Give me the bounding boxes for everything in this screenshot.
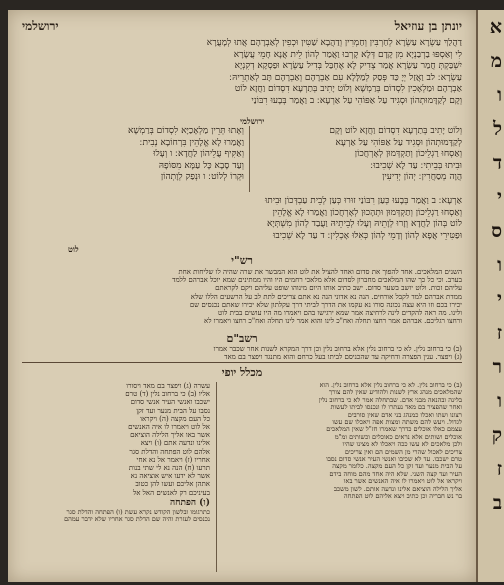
text-line: אל לוט ויאמרו לו איה האנשים bbox=[128, 423, 210, 432]
facing-page-glyph: ו bbox=[497, 390, 502, 412]
text-line: וְאַקִּיף עֲלֵיהוֹן לַחֲדָא ׃ ו וְעָלוּ bbox=[153, 149, 244, 160]
facing-page-glyph: ז bbox=[496, 458, 502, 480]
text-line: אַבְרָהָם וּמַלְאָכִין לִסְדוֹם בְּרַמְשָׁא וְלוֹט יָתִיב בְּתַרְעָא דִסְדוֹם וַחֲזָא לוֹט bbox=[234, 84, 462, 95]
text-line: אַרְעָא ׃ ב וַאֲמַר בְּבָעוּ כְּעַן רִבּוֹנַי זוּרוּ כְּעַן לְבֵית עַבְדְּכוֹן וּבִיתוּ bbox=[264, 196, 462, 206]
text-line: אחריו (ז) ויאמר אל נא אחי bbox=[136, 455, 210, 464]
rashbam-commentary bbox=[22, 345, 462, 361]
text-line: (ב) כי ברחוב נלין. לא כי ברחוב נלין אלא ברחוב נלין וכן דרך המקרא לשנות אחר שכבר אמרו bbox=[213, 345, 462, 353]
facing-page-glyph: ק bbox=[491, 424, 502, 446]
text-line: נסבו על הבית מנער ועד זקן bbox=[136, 406, 210, 415]
rashi-commentary bbox=[22, 268, 462, 325]
text-line: שהמלאכים מנהג ארץ לשנות ולהודיע שאין להם צורך bbox=[328, 389, 462, 397]
facing-page-glyph: א bbox=[489, 16, 502, 38]
text-line: עשרה (ג) ויפצר בם מאד ויסורו bbox=[126, 382, 210, 390]
text-line: בערב. וכי כל כך שהו המלאכים מחברון לסדום אלא מלאכי רחמים היו והיו ממתינים שמא יוכל אברהם ללמד bbox=[172, 276, 462, 285]
text-line: כל העם מקצה (ה) ויקראו bbox=[140, 414, 210, 423]
text-line: ממדת אברהם למד לקבל אורחים. הנה נא אדוני הנה נא אתם צריכים לתת לב על הרשעים הללו שלא bbox=[190, 292, 462, 301]
text-line: (ב) כי ברחוב נלין. לא כי ברחוב נלין אלא ברחוב נלין. הוא bbox=[319, 382, 462, 389]
text-line: אתהן אליכם ועשו להן כטוב bbox=[135, 480, 210, 489]
facing-page-glyph: ד bbox=[492, 152, 502, 174]
text-line: יִשְׁבַּקְתְּ חֲמַר עַשְׂרָא אֲמַר צְדִיק לָא אֶחְבַּל בְּדִיל עַשְׂרָא וּפַסְקָא דְקִנְיָא bbox=[234, 61, 462, 72]
text-line: עצמם כאלו אוכלים כדרך שאמרו חז"ל שאין המלאכים bbox=[326, 426, 462, 434]
text-line: תרעו (ח) הנה נא לי שתי בנות bbox=[128, 464, 210, 473]
text-line: וְאָתוּ תְּרֵין מַלְאָכַיָּא לִסְדוֹם בְּרַמְשָׁא bbox=[127, 126, 244, 136]
lot-label: לוט bbox=[68, 244, 79, 254]
facing-page-glyph: י bbox=[497, 288, 502, 310]
rashi-heading: רש"י bbox=[231, 254, 253, 267]
page-header bbox=[22, 16, 462, 36]
column-divider bbox=[216, 382, 217, 572]
text-line: בלינה ובהנאה מבני אדם. שבתחלה אמר לא כי ברחוב נלין bbox=[318, 396, 462, 404]
text-line: ולינו. מה ראה להקדים לינה לרחיצה אמר שמא ירגישו בהם ויאמרו מה היו עושים בבית לוט bbox=[218, 309, 462, 318]
text-line: צריכים לאכול שהרי מן השמים הם ואין צריכים bbox=[344, 448, 462, 456]
text-line: העיר ועד קצה השני. שלא היה אחד מהם מוחה בידם bbox=[329, 470, 462, 478]
text-line: וְאַסְחוּ רַגְלֵיכוֹן וְתַקְדְּמוּן וּתְהָכוּן לְאָרְחֲכוֹן וַאֲמַרוּ לָא אֱלָהֵין bbox=[272, 207, 462, 218]
text-line: אלינו ונדעה אתם (ו) ויצא bbox=[140, 439, 210, 448]
book-page bbox=[8, 10, 476, 582]
text-line: ורחצו רגליכם. אברהם אמר רחצו תחלה ואח"כ לינו והוא אמר לינו תחלה ואח"כ רחצו ויאמרו לא bbox=[204, 317, 462, 326]
text-line: ישכבו ואנשי העיר אנשי סדום bbox=[130, 398, 210, 407]
text-line: בעיניכם רק לאנשים האל אל bbox=[132, 488, 210, 497]
text-line: לוֹט בְּהוֹן לַחֲדָא וְזָרוּ לְוָתֵיהּ וְעָלוּ לְבֵיתֵיהּ וַעֲבַד לְהוֹן מִשְׁתְּיָא bbox=[267, 219, 462, 230]
text-line: וּפַטִּירֵי אֲפָא לְהוֹן וְדָמֵי לְהוֹן כְּאִלּוּ אָכְלִין ׃ ד עַד לָא שְׁכִיבוּ bbox=[273, 230, 462, 241]
yerushalmi-label: ירושלמי bbox=[240, 116, 265, 126]
text-line: לגדול. ויעש להם משתה ומצות אפה ויאכלו שם עשו bbox=[332, 419, 462, 427]
mikhlal-yofi-heading: מכלל יופי bbox=[221, 366, 263, 379]
text-line: על הבית מנער ועד זקן כל העם מקצה. כלומר מקצה bbox=[332, 463, 462, 471]
text-line: עַשְׂרָא ׃ לב וַאֲזַל יְיָ כַּד פְּסַק לְמַלָּלָא עִם אַבְרָהָם וְאַבְרָהָם תָּב לְאַתְרֵיהּ ׃ bbox=[229, 72, 462, 83]
column-divider bbox=[249, 126, 250, 192]
text-line: אוכלים ושותים אלא נראים כאוכלים וכשותים ומ"מ bbox=[334, 433, 462, 441]
rashbam-heading: רשב"ם bbox=[226, 332, 258, 345]
text-line: ויקראו אל לוט ויאמרו לו איה האנשים אשר באו bbox=[343, 478, 462, 486]
column-right bbox=[240, 126, 462, 184]
facing-page-glyph: ס bbox=[491, 220, 502, 242]
text-line: אשר לא ידעו איש אוציאה נא bbox=[130, 472, 210, 481]
targum-continued bbox=[22, 196, 462, 242]
text-line: וְעַד סָבָא כָּל עַמָּא מִסּוֹפָהּ bbox=[158, 160, 244, 171]
lower-column-left bbox=[22, 382, 210, 524]
header-title-left: ירושלמי bbox=[22, 18, 59, 33]
text-line: (ג) ויפצר. ענין הפצרה ודחיקה עד שהכניסם לביתו בעל כרחם והוא מתנגד ויפצר בם מאד bbox=[224, 353, 462, 362]
text-line: לִי וְאַסְפּוּ בַרְבַנְיָא מִן קָדָם דְּלָא קָרְבוּ וַאֲמַר לְהוֹן לֵית אֲנָא חָמֵי עֲשָׂרָא bbox=[233, 49, 462, 60]
targum-block bbox=[22, 38, 462, 108]
text-line: השנים המלאכים. אחד להפוך את סדום ואחד להציל את לוט הוא המבשר את שרה שהיה לו שליחות אחת bbox=[178, 268, 462, 276]
lower-commentary bbox=[22, 382, 462, 572]
text-line: לְקַדָּמוּתְהוֹן וּסְגִיד עַל אַפּוֹהִי עַל אַרְעָא bbox=[335, 137, 462, 148]
text-line: ולכן מלאכים לא עשו ככה ויאכלו לא מצינו שהיו bbox=[342, 441, 462, 449]
text-line: בר נש חבריה וכן כתיב ויצא אליהם לוט הפתחה bbox=[343, 493, 462, 501]
facing-page-glyph: ב bbox=[492, 492, 502, 514]
text-line: וּבִיתוּ בְּבֵיתִי ׃ עַד לָא שְׁכִיבוּ ׃ bbox=[370, 160, 462, 171]
text-line: וַאֲמַרוּ לָא אֱלָהֵין בִּרְחוֹבָא נְבִית ׃ bbox=[139, 137, 244, 148]
header-title-right: יונתן בן עוזיאל bbox=[394, 18, 462, 33]
text-line: וְלוֹט יָתִיב בְּתַרְעָא דִסְדוֹם וַחֲזָא לוֹט וְקָם bbox=[329, 126, 462, 136]
text-line: ואחר שהפציר בם מאד נעתרו לו ונכנסו לביתו לעשות bbox=[330, 404, 462, 412]
text-line: וְקָם לְקַדָּמוּתְהוֹן וּסְגִיד עַל אַפּוֹהִי עַל אַרְעָא ׃ ב וַאֲמַר בְּבָעוּ רִבּוֹנַי bbox=[251, 95, 462, 106]
facing-page-glyph: ז bbox=[496, 322, 502, 344]
text-line: עליהם זכות. ולוט יושב בשער סדום. ישב כתיב אותו היום מינוהו שופט עליהם ויקם לקראתם bbox=[215, 284, 462, 293]
facing-page-glyph: ו bbox=[497, 84, 502, 106]
text-line: טרם ישכבו. עד לא שכיבו ואנשי העיר אנשי סדום נסבו bbox=[326, 456, 462, 464]
text-line: אלהם לוט הפתחה והדלת סגר bbox=[129, 447, 210, 456]
text-line: הֲוָה מְסַחֲרִין ׃ יְהוֹן יְדִיעִין bbox=[382, 172, 462, 183]
facing-page-edge bbox=[478, 10, 504, 582]
text-line: רצונו ושתו ואכלו כמנהג בני אדם שאין סורבים bbox=[347, 411, 462, 419]
text-line: וְאַסְחוּ רַגְלֵיכוֹן וְתַקְדְּמוּן לְאָרְחֲכוֹן bbox=[354, 149, 462, 160]
facing-page-glyph: ו bbox=[497, 254, 502, 276]
facing-page-glyph: ל bbox=[493, 118, 502, 140]
yerushalmi-columns bbox=[22, 126, 462, 192]
facing-page-glyph: ר bbox=[492, 356, 502, 378]
text-line: כתרגומו ובלשון הקודש נקרא עשת (ו) הפתחה והדלת סגר bbox=[66, 508, 210, 516]
text-line: אליך הלילה הוציאם אלינו ונדעה אותם. לשון משכב bbox=[333, 485, 462, 493]
text-line: יכירו בכם וזו היא עצה נכונה סורו נא עקמו את הדרך לביתי דרך עקלתון שלא יכירו שאתם נכנסים שם bbox=[189, 300, 462, 309]
column-left bbox=[22, 126, 244, 184]
text-line: וּקְרוֹ לְלוֹט ׃ ו וּנְפַק לְוָתְהוֹן bbox=[160, 172, 244, 183]
text-line: אשר באו אליך הלילה הוציאם bbox=[130, 431, 210, 440]
text-line: אליו (ב) כי ברחוב נלין (ד) טרם bbox=[125, 390, 210, 399]
facing-page-glyph: מ bbox=[490, 50, 502, 72]
haftarah-label: (ו) הפתחה bbox=[169, 497, 210, 508]
lower-column-right bbox=[212, 382, 462, 501]
text-line: דַהֲלַךְ עַשְׂרָא עַשְׂרָא לְחַרְבִּין וְחַמְרִין וְדַהֲבָא שַׁטִּין וּכְפִין לְאַבְרָהָם אֲתוּ לְמָעֲרָא bbox=[206, 38, 462, 48]
text-line: נכנסים לעזרת והיה שם הדלת סגר אחריו שלא ידבר עמהם bbox=[64, 516, 210, 524]
facing-page-glyph: י bbox=[497, 186, 502, 208]
section-divider bbox=[22, 362, 462, 363]
